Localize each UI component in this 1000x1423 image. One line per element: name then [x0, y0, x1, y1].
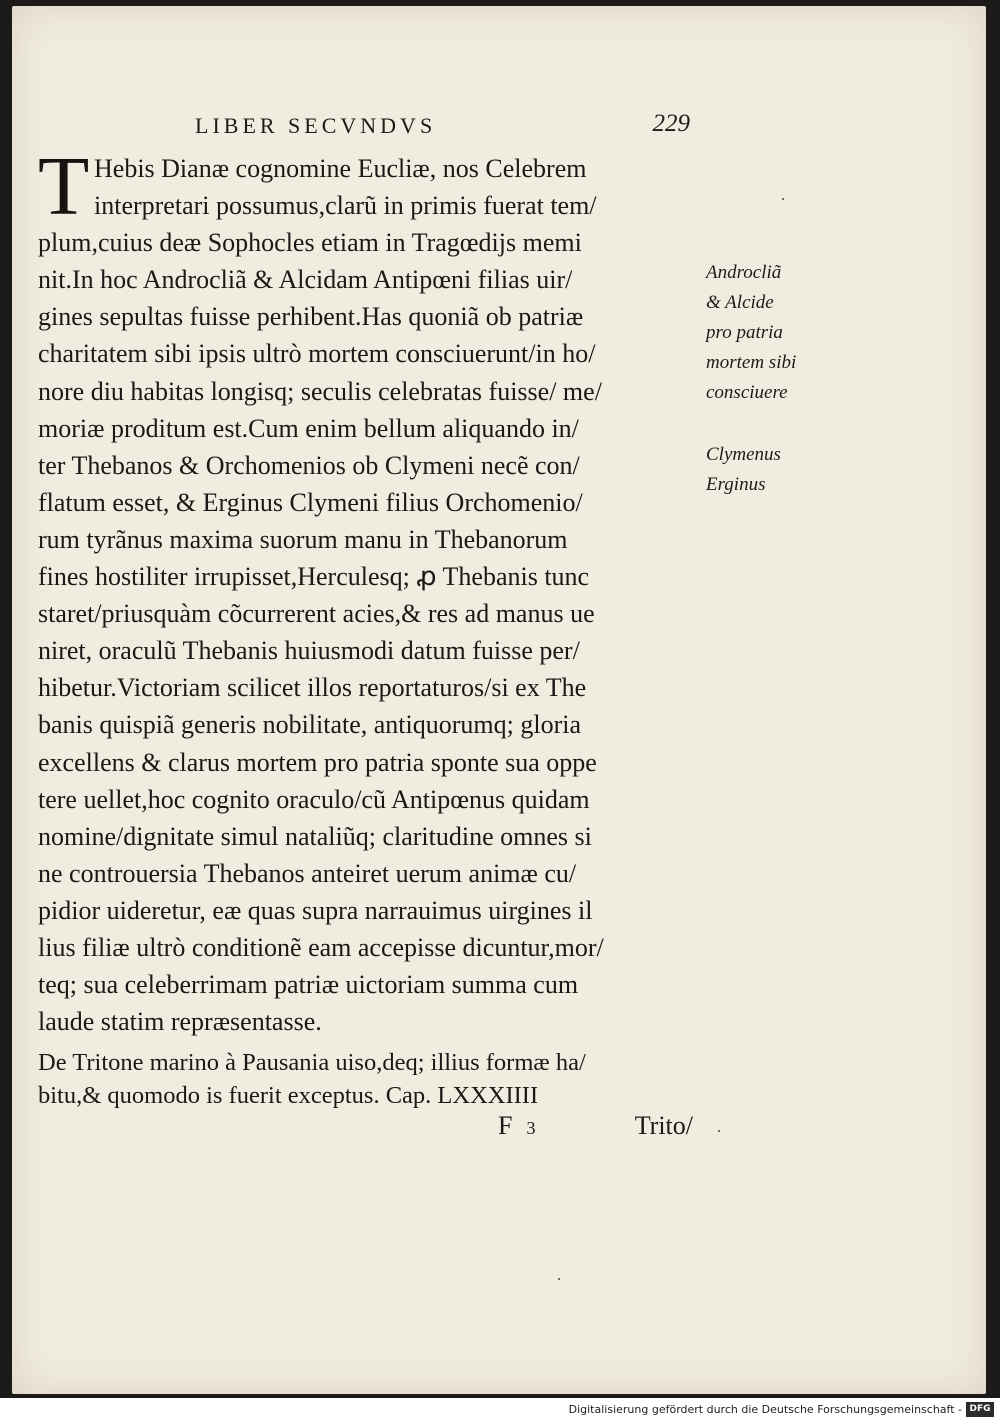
body-line: nomine/dignitate simul nataliũq; claritudine omnes si [38, 821, 592, 851]
paper-speck [558, 1278, 560, 1280]
body-line: ne controuersia Thebanos anteiret uerum animæ cu/ [38, 858, 577, 888]
catchword: Trito/ [634, 1111, 693, 1140]
marginal-note-line: Clymenus [706, 444, 781, 465]
footer-text: Digitalisierung gefördert durch die Deutsche Forschungsgemeinschaft - [568, 1403, 962, 1416]
body-line: tere uellet,hoc cognito oraculo/cũ Antipœnus quidam [38, 784, 590, 814]
chapter-heading-line: bitu,& quomodo is fuerit exceptus. Cap. LXXXIIII [38, 1082, 539, 1109]
body-line: lius filiæ ultrò conditionẽ eam accepisse dicuntur,mor/ [38, 932, 604, 962]
body-line: excellens & clarus mortem pro patria sponte sua oppe [38, 747, 597, 777]
marginal-note-line: consciuere [706, 382, 788, 403]
marginal-note-line: Androcliã [706, 262, 782, 283]
marginal-note-clymenus [706, 440, 781, 500]
marginal-note-line: Erginus [706, 474, 766, 495]
marginal-note-androclia [706, 258, 796, 408]
body-line: fines hostiliter irrupisset,Herculesq; ꝓ Thebanis tunc [38, 562, 590, 592]
catch-line [38, 1108, 693, 1144]
body-line: rum tyrãnus maxima suorum manu in Thebanorum [38, 524, 568, 554]
body-line: plum,cuius deæ Sophocles etiam in Tragœdijs memi [38, 228, 582, 258]
paper-speck [782, 198, 784, 200]
body-text [38, 140, 693, 1040]
body-line: banis quispiã generis nobilitate, antiquorumq; gloria [38, 710, 582, 740]
body-line: interpretari possumus,clarũ in primis fuerat tem/ [94, 191, 597, 221]
body-line: niret, oraculũ Thebanis huiusmodi datum fuisse per/ [38, 636, 580, 666]
paper-speck [718, 1130, 720, 1132]
signature-letter: F [498, 1111, 513, 1140]
dfg-logo: DFG [966, 1402, 994, 1417]
chapter-heading-line: De Tritone marino à Pausania uiso,deq; illius formæ ha/ [38, 1049, 586, 1076]
body-line: staret/priusquàm cõcurrerent acies,& res ad manus ue [38, 599, 595, 629]
body-line: nore diu habitas longisq; seculis celebratas fuisse/ me/ [38, 376, 602, 406]
body-line: laude statim repræsentasse. [38, 1007, 322, 1037]
body-line: nit.In hoc Androcliã & Alcidam Antipœni filias uir/ [38, 265, 573, 295]
page-number: 229 [652, 110, 690, 137]
running-head [195, 110, 690, 143]
body-line: pidior uideretur, eæ quas supra narrauimus uirgines il [38, 895, 593, 925]
marginal-note-line: mortem sibi [706, 352, 797, 373]
body-line: flatum esset, & Erginus Clymeni filius Orchomenio/ [38, 487, 583, 517]
marginal-note-line: & Alcide [706, 292, 774, 313]
body-line: teq; sua celeberrimam patriæ uictoriam summa cum [38, 970, 579, 1000]
body-line: gines sepultas fuisse perhibent.Has quoniã ob patriæ [38, 302, 584, 332]
signature-mark [498, 1108, 535, 1146]
running-title: LIBER SECVNDVS [195, 113, 437, 138]
body-line: moriæ proditum est.Cum enim bellum aliquando in/ [38, 413, 579, 443]
signature-number: 3 [526, 1118, 536, 1138]
drop-cap: T [38, 140, 90, 233]
footer [0, 1398, 1000, 1423]
body-line: ter Thebanos & Orchomenios ob Clymeni necẽ con/ [38, 450, 580, 480]
body-line: hibetur.Victoriam scilicet illos reportaturos/si ex The [38, 673, 587, 703]
body-line: Hebis Dianæ cognomine Eucliæ, nos Celebrem [94, 154, 587, 183]
body-line: charitatem sibi ipsis ultrò mortem consciuerunt/in ho/ [38, 339, 596, 369]
chapter-heading [38, 1046, 698, 1112]
marginal-note-line: pro patria [706, 322, 783, 343]
